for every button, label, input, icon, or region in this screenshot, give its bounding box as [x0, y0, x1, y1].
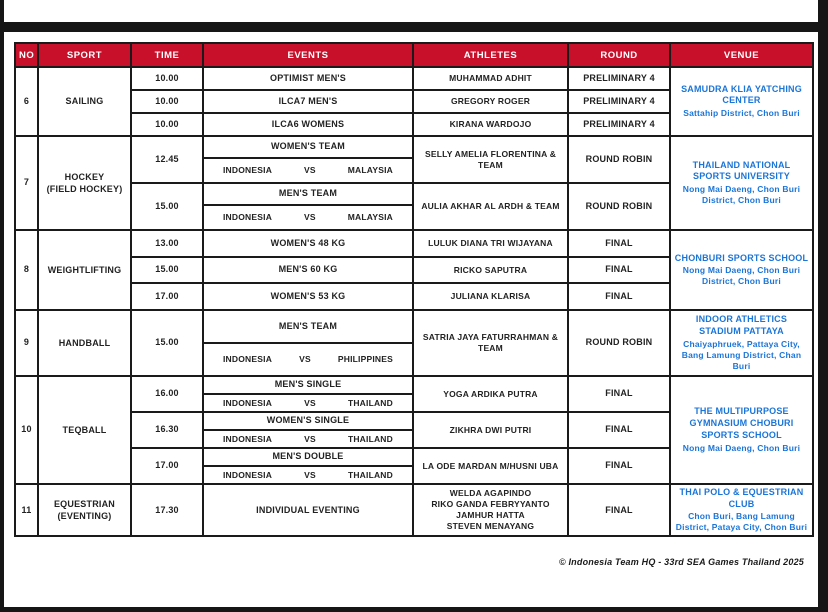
match-cell	[203, 394, 413, 412]
athletes-cell: JULIANA KLARISA	[413, 283, 568, 310]
venue-address: Sattahip District, Chon Buri	[683, 108, 800, 119]
time-cell: 10.00	[131, 90, 203, 113]
match-away-team: PHILIPPINES	[337, 354, 393, 365]
match-away-team: MALAYSIA	[347, 212, 393, 223]
table-row	[15, 376, 813, 394]
sport-name: HOCKEY	[64, 171, 105, 182]
sport-name: SAILING	[65, 96, 104, 107]
event-cell: MEN'S DOUBLE	[203, 448, 413, 466]
match-cell	[203, 430, 413, 448]
time-cell: 17.30	[131, 484, 203, 536]
athletes-cell: LA ODE MARDAN M/HUSNI UBA	[413, 448, 568, 484]
sport-cell	[38, 230, 131, 310]
time-cell: 16.00	[131, 376, 203, 412]
athletes-cell: GREGORY ROGER	[413, 90, 568, 113]
time-cell: 10.00	[131, 67, 203, 90]
athlete-name: WELDA AGAPINDO	[449, 488, 532, 499]
athlete-name: STEVEN MENAYANG	[446, 521, 535, 532]
match-home-team: INDONESIA	[223, 397, 273, 408]
viewer-right-edge	[818, 0, 828, 612]
athletes-cell: KIRANA WARDOJO	[413, 113, 568, 136]
time-cell: 15.00	[131, 257, 203, 283]
venue-cell	[670, 230, 813, 310]
venue-name: THAILAND NATIONAL SPORTS UNIVERSITY	[692, 159, 791, 182]
match-cell	[203, 466, 413, 484]
sport-cell	[38, 376, 131, 484]
time-cell: 15.00	[131, 183, 203, 230]
round-cell: FINAL	[568, 257, 670, 283]
event-cell: INDIVIDUAL EVENTING	[203, 484, 413, 536]
athlete-name: RIKO GANDA FEBRYYANTO	[431, 499, 550, 510]
match-away-team: THAILAND	[347, 397, 393, 408]
table-row	[15, 310, 813, 343]
venue-cell	[670, 484, 813, 536]
sport-name: WEIGHTLIFTING	[47, 264, 122, 275]
sport-subname: (FIELD HOCKEY)	[46, 184, 123, 194]
time-cell: 12.45	[131, 136, 203, 183]
sport-cell	[38, 136, 131, 230]
match-cell	[203, 158, 413, 183]
vs-label: VS	[304, 397, 316, 408]
no-cell: 10	[15, 376, 38, 484]
vs-label: VS	[299, 354, 311, 365]
venue-address: Nong Mai Daeng, Chon Buri District, Chon Buri	[682, 184, 801, 206]
athletes-cell: RICKO SAPUTRA	[413, 257, 568, 283]
round-cell: FINAL	[568, 283, 670, 310]
page-separator-bar	[0, 22, 828, 32]
event-cell: MEN'S TEAM	[203, 183, 413, 205]
venue-address: Nong Mai Daeng, Chon Buri District, Chon Buri	[682, 265, 801, 287]
venue-cell	[670, 310, 813, 376]
round-cell: FINAL	[568, 376, 670, 412]
sport-name: HANDBALL	[58, 337, 111, 348]
match-home-team: INDONESIA	[223, 212, 273, 223]
round-cell: ROUND ROBIN	[568, 136, 670, 183]
table-row	[15, 136, 813, 158]
athletes-cell	[413, 484, 568, 536]
event-cell: MEN'S SINGLE	[203, 376, 413, 394]
col-header-no: NO	[15, 43, 38, 67]
no-cell: 6	[15, 67, 38, 136]
event-cell: WOMEN'S 53 KG	[203, 283, 413, 310]
no-cell: 11	[15, 484, 38, 536]
event-cell: WOMEN'S 48 KG	[203, 230, 413, 257]
match-home-team: INDONESIA	[223, 165, 273, 176]
col-header-time: TIME	[131, 43, 203, 67]
event-cell: MEN'S 60 KG	[203, 257, 413, 283]
time-cell: 10.00	[131, 113, 203, 136]
venue-name: SAMUDRA KLIA YATCHING CENTER	[681, 83, 802, 106]
round-cell: ROUND ROBIN	[568, 183, 670, 230]
col-header-venue: VENUE	[670, 43, 813, 67]
athletes-cell: MUHAMMAD ADHIT	[413, 67, 568, 90]
round-cell: FINAL	[568, 412, 670, 448]
no-cell: 8	[15, 230, 38, 310]
time-cell: 15.00	[131, 310, 203, 376]
athlete-name: JAMHUR HATTA	[456, 510, 525, 521]
header-row	[15, 43, 813, 67]
venue-name: INDOOR ATHLETICS STADIUM PATTAYA	[695, 314, 788, 336]
athletes-cell: SATRIA JAYA FATURRAHMAN & TEAM	[413, 310, 568, 376]
athletes-cell: SELLY AMELIA FLORENTINA & TEAM	[413, 136, 568, 183]
event-cell: OPTIMIST MEN'S	[203, 67, 413, 90]
venue-cell	[670, 136, 813, 230]
athletes-cell: AULIA AKHAR AL ARDH & TEAM	[413, 183, 568, 230]
match-away-team: THAILAND	[347, 469, 393, 480]
match-home-team: INDONESIA	[223, 433, 273, 444]
table-row	[15, 484, 813, 536]
event-cell: MEN'S TEAM	[203, 310, 413, 343]
round-cell: ROUND ROBIN	[568, 310, 670, 376]
event-cell: ILCA7 MEN'S	[203, 90, 413, 113]
round-cell: PRELIMINARY 4	[568, 67, 670, 90]
event-cell: WOMEN'S TEAM	[203, 136, 413, 158]
athletes-cell: ZIKHRA DWI PUTRI	[413, 412, 568, 448]
sport-cell	[38, 310, 131, 376]
venue-address: Chon Buri, Bang Lamung District, Pataya City, Chon Buri	[675, 511, 808, 533]
table-row	[15, 67, 813, 90]
col-header-events: EVENTS	[203, 43, 413, 67]
athletes-cell: YOGA ARDIKA PUTRA	[413, 376, 568, 412]
col-header-round: ROUND	[568, 43, 670, 67]
vs-label: VS	[304, 469, 316, 480]
schedule-table	[14, 42, 814, 537]
match-home-team: INDONESIA	[223, 354, 273, 365]
col-header-sport: SPORT	[38, 43, 131, 67]
vs-label: VS	[304, 433, 316, 444]
venue-cell	[670, 67, 813, 136]
time-cell: 17.00	[131, 448, 203, 484]
col-header-athletes: ATHLETES	[413, 43, 568, 67]
match-cell	[203, 205, 413, 230]
venue-name: CHONBURI SPORTS SCHOOL	[674, 252, 809, 263]
round-cell: FINAL	[568, 448, 670, 484]
venue-cell	[670, 376, 813, 484]
athletes-cell: LULUK DIANA TRI WIJAYANA	[413, 230, 568, 257]
round-cell: PRELIMINARY 4	[568, 90, 670, 113]
table-row	[15, 230, 813, 257]
match-away-team: THAILAND	[347, 433, 393, 444]
schedule-page	[4, 32, 818, 607]
sport-name: TEQBALL	[62, 424, 107, 435]
round-cell: FINAL	[568, 484, 670, 536]
match-away-team: MALAYSIA	[347, 165, 393, 176]
venue-name: THE MULTIPURPOSE GYMNASIUM CHOBURI SPORTS SCHOOL	[689, 406, 794, 440]
venue-name: THAI POLO & EQUESTRIAN CLUB	[679, 487, 804, 509]
no-cell: 9	[15, 310, 38, 376]
time-cell: 13.00	[131, 230, 203, 257]
footer-credit: © Indonesia Team HQ - 33rd SEA Games Thailand 2025	[558, 557, 804, 568]
event-cell: WOMEN'S SINGLE	[203, 412, 413, 430]
match-cell	[203, 343, 413, 376]
vs-label: VS	[304, 212, 316, 223]
sport-cell	[38, 67, 131, 136]
sport-subname: (EVENTING)	[57, 511, 112, 522]
match-home-team: INDONESIA	[223, 469, 273, 480]
sport-name: EQUESTRIAN	[53, 499, 115, 510]
time-cell: 16.30	[131, 412, 203, 448]
round-cell: FINAL	[568, 230, 670, 257]
vs-label: VS	[304, 165, 316, 176]
venue-address: Nong Mai Daeng, Chon Buri	[682, 442, 801, 453]
no-cell: 7	[15, 136, 38, 230]
round-cell: PRELIMINARY 4	[568, 113, 670, 136]
sport-cell	[38, 484, 131, 536]
time-cell: 17.00	[131, 283, 203, 310]
venue-address: Chaiyaphruek, Pattaya City, Bang Lamung District, Chan Buri	[681, 338, 802, 371]
event-cell: ILCA6 WOMENS	[203, 113, 413, 136]
viewer-bottom-edge	[0, 607, 828, 612]
